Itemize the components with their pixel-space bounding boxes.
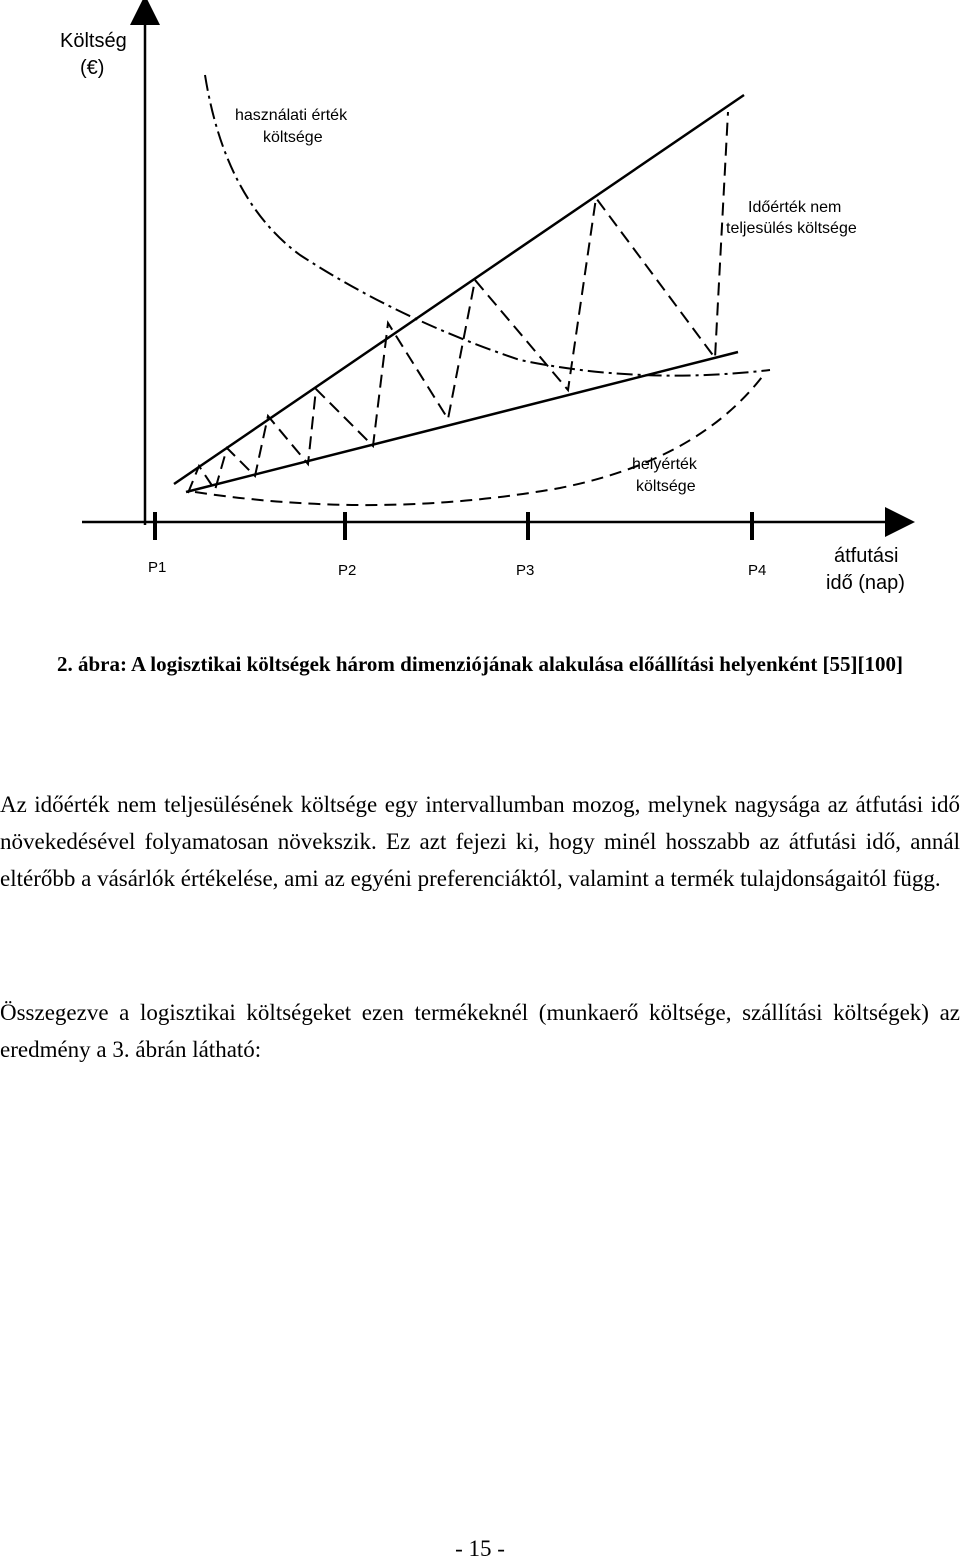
x-axis-label-line1: átfutási xyxy=(834,545,899,567)
body-paragraph-2: Összegezve a logisztikai költségeket ezen termékeknél (munkaerő költsége, szállítási költségek) az eredmény a 3. ábrán látható: xyxy=(0,1000,960,1062)
y-axis-label-line1: Költség xyxy=(60,30,127,52)
usage-value-label-line1: használati érték xyxy=(235,107,348,124)
y-axis-label-line2: (€) xyxy=(80,57,105,79)
body-paragraph-1: Az időérték nem teljesülésének költsége egy intervallumban mozog, melynek nagysága az átfutási idő növekedésével folyamatosan növekszik. Ez azt fejezi ki, hogy minél hosszabb az átfutási idő, annál eltérőbb a vásárlók értékelése, ami az egyéni preferenciáktól, valamint a termék tulajdonságaitól függ. xyxy=(0,792,960,891)
point-label-p3: P3 xyxy=(516,562,535,579)
figure-caption: 2. ábra: A logisztikai költségek három dimenziójának alakulása előállítási helyenként [55][100] xyxy=(56,652,904,676)
location-value-label-line1: helyérték xyxy=(632,456,697,473)
cost-dimensions-figure xyxy=(0,0,960,620)
time-value-label-line2: teljesülés költsége xyxy=(726,220,857,237)
upper-bound-line xyxy=(174,95,744,484)
time-value-cost-zigzag xyxy=(188,112,728,493)
page-number: - 15 - xyxy=(455,1536,505,1561)
location-value-label-line2: költsége xyxy=(636,478,696,495)
time-value-label-line1: Időérték nem xyxy=(748,199,842,216)
point-label-p1: P1 xyxy=(148,559,167,576)
usage-value-label-line2: költsége xyxy=(263,129,323,146)
point-label-p2: P2 xyxy=(338,562,357,579)
x-axis-label-line2: idő (nap) xyxy=(826,572,905,594)
point-label-p4: P4 xyxy=(748,562,767,579)
